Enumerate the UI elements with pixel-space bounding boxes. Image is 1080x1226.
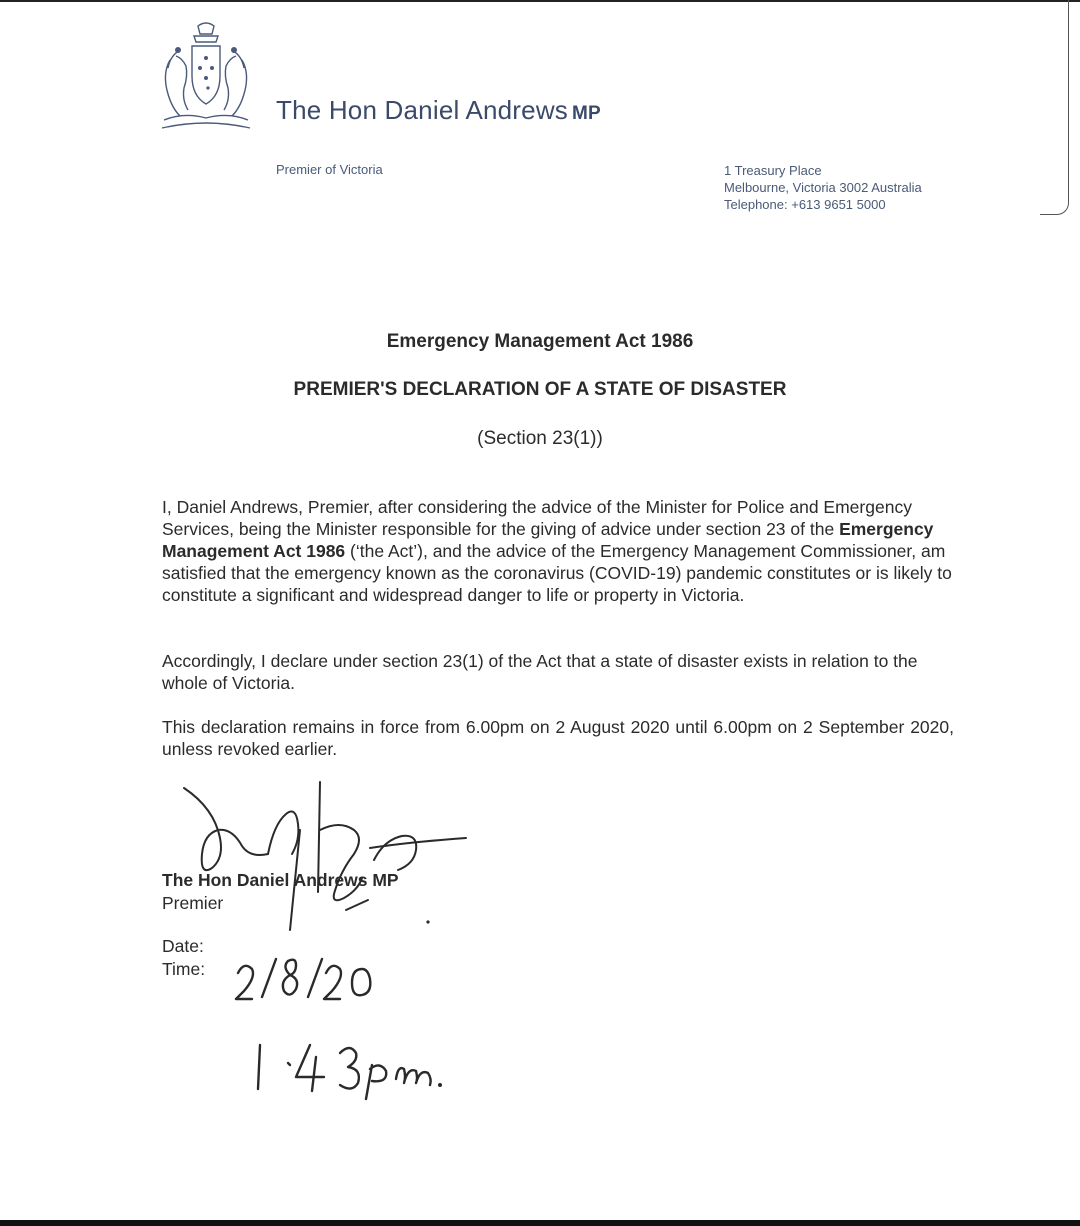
address-line: 1 Treasury Place bbox=[724, 163, 822, 178]
letterhead-address bbox=[724, 162, 922, 213]
act-title: Emergency Management Act 1986 bbox=[386, 331, 694, 352]
declaration-paragraph-1: I, Daniel Andrews, Premier, after considering the advice of the Minister for Police and Emergency Services, being the Minister responsible for the giving of advice under section 23 of the Emergency Management Act 1986 (‘the Act’), and the advice of the Emergency Management Commissioner, am satisfied that the emergency known as the coronavirus (COVID-19) pandemic constitutes or is likely to constitute a significant and widespread danger to life or property in Victoria. bbox=[162, 497, 952, 605]
page-corner-edge bbox=[1040, 0, 1069, 215]
declaration-paragraph-3: This declaration remains in force from 6.00pm on 2 August 2020 until 6.00pm on 2 September 2020, unless revoked earlier. bbox=[162, 717, 954, 759]
handwritten-time bbox=[250, 1035, 450, 1105]
bottom-border bbox=[0, 1220, 1080, 1226]
signatory-title: Premier bbox=[162, 893, 224, 913]
time-label: Time: bbox=[162, 959, 206, 979]
letterhead-name-suffix: MP bbox=[572, 103, 601, 124]
signatory-name: The Hon Daniel Andrews MP bbox=[162, 870, 399, 890]
section-reference: (Section 23(1)) bbox=[477, 428, 603, 449]
victoria-coat-of-arms-icon bbox=[158, 20, 254, 134]
act-name-bold: Emergency Management Act 1986 bbox=[162, 519, 934, 561]
declaration-paragraph-2: Accordingly, I declare under section 23(1) of the Act that a state of disaster exists in relation to the whole of Victoria. bbox=[162, 651, 918, 693]
address-line: Melbourne, Victoria 3002 Australia bbox=[724, 180, 922, 195]
address-line: Telephone: +613 9651 5000 bbox=[724, 197, 886, 212]
top-border bbox=[0, 0, 1080, 2]
letterhead-name: The Hon Daniel Andrews MP bbox=[276, 95, 601, 125]
declaration-title: PREMIER'S DECLARATION OF A STATE OF DISASTER bbox=[293, 379, 787, 400]
letterhead-role: Premier of Victoria bbox=[276, 162, 383, 177]
handwritten-signature bbox=[170, 770, 490, 940]
date-label: Date: bbox=[162, 936, 204, 956]
handwritten-date bbox=[232, 955, 382, 1005]
